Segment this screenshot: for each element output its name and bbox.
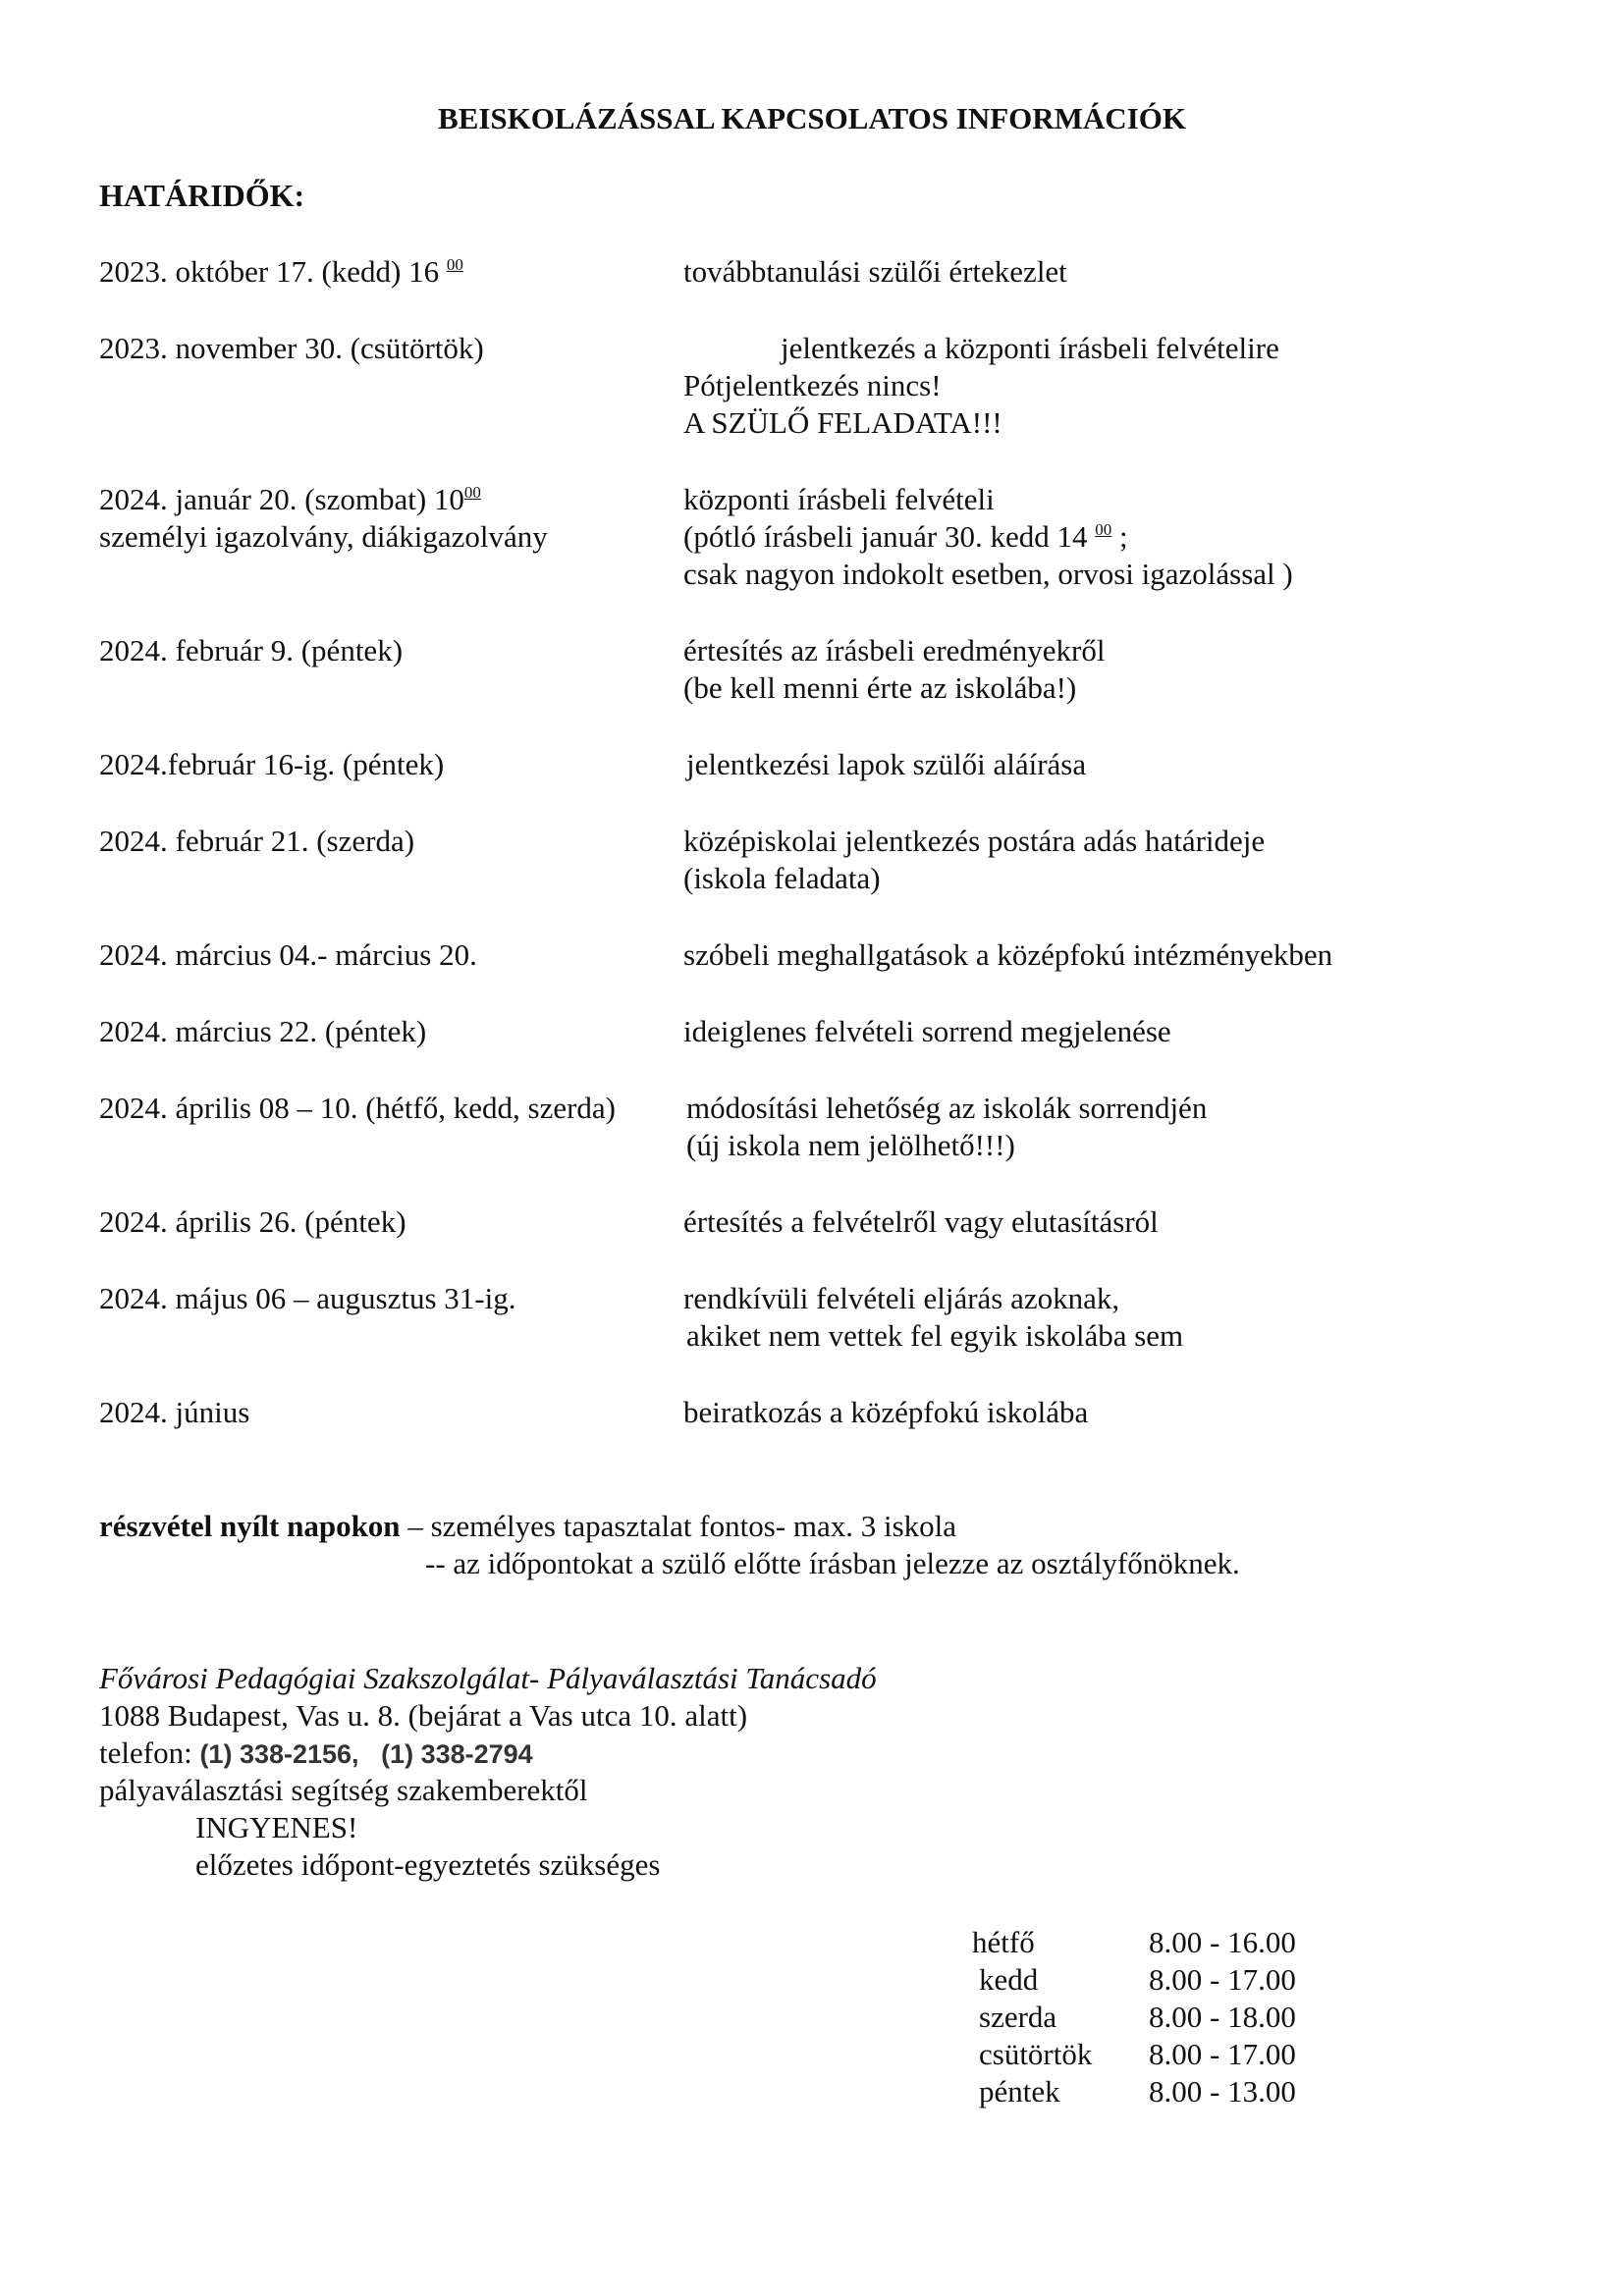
phone-number: (1) 338-2156, <box>199 1739 359 1769</box>
hours-time: 8.00 - 17.00 <box>1149 1962 1296 1997</box>
deadline-event: középiskolai jelentkezés postára adás határideje <box>683 824 1266 858</box>
deadline-event: értesítés a felvételről vagy elutasításról <box>683 1204 1159 1239</box>
deadline-event-note: (pótló írásbeli január 30. kedd 14 $^{00}$ ; <box>683 519 1128 554</box>
deadline-event-note: akiket nem vettek fel egyik iskolába sem <box>686 1318 1184 1353</box>
document-title: BEISKOLÁZÁSSAL KAPCSOLATOS INFORMÁCIÓK <box>438 101 1186 135</box>
deadline-event: rendkívüli felvételi eljárás azoknak, <box>683 1281 1120 1315</box>
deadline-event: értesítés az írásbeli eredményekről <box>683 633 1106 667</box>
deadlines-heading: HATÁRIDŐK: <box>99 178 305 213</box>
deadline-date: 2024. február 21. (szerda) <box>99 824 415 858</box>
hours-time: 8.00 - 17.00 <box>1149 2037 1296 2071</box>
deadline-event: központi írásbeli felvételi <box>683 482 995 516</box>
deadline-date: 2024. január 20. (szombat) $10^{00}$ <box>99 482 481 516</box>
hours-day: kedd <box>979 1962 1039 1997</box>
deadline-event: jelentkezési lapok szülői aláírása <box>686 747 1087 781</box>
deadline-event-note: (iskola feladata) <box>683 861 881 895</box>
hours-time: 8.00 - 18.00 <box>1149 2000 1296 2034</box>
hours-day: hétfő <box>972 1925 1035 1959</box>
deadline-date: 2024. március 04.- március 20. <box>99 937 477 972</box>
open-days-line: részvétel nyílt napokon – személyes tapasztalat fontos- max. 3 iskola <box>99 1509 957 1543</box>
contact-address: 1088 Budapest, Vas u. 8. (bejárat a Vas utca 10. alatt) <box>99 1698 748 1733</box>
deadline-date-note: személyi igazolvány, diákigazolvány <box>99 519 548 554</box>
deadline-date: 2024.február 16-ig. (péntek) <box>99 747 445 781</box>
contact-appointment: előzetes időpont-egyeztetés szükséges <box>195 1847 661 1882</box>
contact-organization: Fővárosi Pedagógiai Szakszolgálat- Pályaválasztási Tanácsadó <box>99 1661 877 1695</box>
contact-phone: telefon: (1) 338-2156, (1) 338-2794 <box>99 1735 533 1770</box>
open-days-note: -- az időpontokat a szülő előtte írásban jelezze az osztályfőnöknek. <box>425 1546 1240 1580</box>
deadline-date: 2024. május 06 – augusztus 31-ig. <box>99 1281 516 1315</box>
deadline-date: 2024. február 9. (péntek) <box>99 633 404 667</box>
deadline-date: 2024. március 22. (péntek) <box>99 1014 427 1048</box>
deadline-date: 2024. április 26. (péntek) <box>99 1204 406 1239</box>
contact-free: INGYENES! <box>195 1810 358 1844</box>
phone-number: (1) 338-2794 <box>381 1739 533 1769</box>
contact-help: pályaválasztási segítség szakemberektől <box>99 1773 588 1807</box>
deadline-event: beiratkozás a középfokú iskolába <box>683 1395 1089 1429</box>
deadline-event: jelentkezés a központi írásbeli felvételire <box>781 331 1279 365</box>
deadline-date: 2023. november 30. (csütörtök) <box>99 331 484 365</box>
hours-time: 8.00 - 13.00 <box>1149 2074 1296 2109</box>
hours-day: péntek <box>979 2074 1060 2109</box>
deadline-date: 2023. október 17. (kedd) 16 $^{00}$ <box>99 254 463 289</box>
hours-day: szerda <box>979 2000 1057 2034</box>
hours-time: 8.00 - 16.00 <box>1149 1925 1296 1959</box>
deadline-event-note: A SZÜLŐ FELADATA!!! <box>683 405 1002 440</box>
deadline-event-note: (be kell menni érte az iskolába!) <box>683 670 1077 705</box>
deadline-event-note: csak nagyon indokolt esetben, orvosi igazolással ) <box>683 557 1293 591</box>
deadline-event: módosítási lehetőség az iskolák sorrendjén <box>686 1091 1208 1125</box>
deadline-date: 2024. április 08 – 10. (hétfő, kedd, szerda) <box>99 1091 617 1125</box>
deadline-event-note: (új iskola nem jelölhető!!!) <box>686 1128 1015 1162</box>
deadline-event: ideiglenes felvételi sorrend megjelenése <box>683 1014 1171 1048</box>
deadline-event-note: Pótjelentkezés nincs! <box>683 368 942 402</box>
deadline-date: 2024. június <box>99 1395 250 1429</box>
deadline-event: továbbtanulási szülői értekezlet <box>683 254 1067 289</box>
deadline-event: szóbeli meghallgatások a középfokú intézményekben <box>683 937 1333 972</box>
hours-day: csütörtök <box>979 2037 1093 2071</box>
